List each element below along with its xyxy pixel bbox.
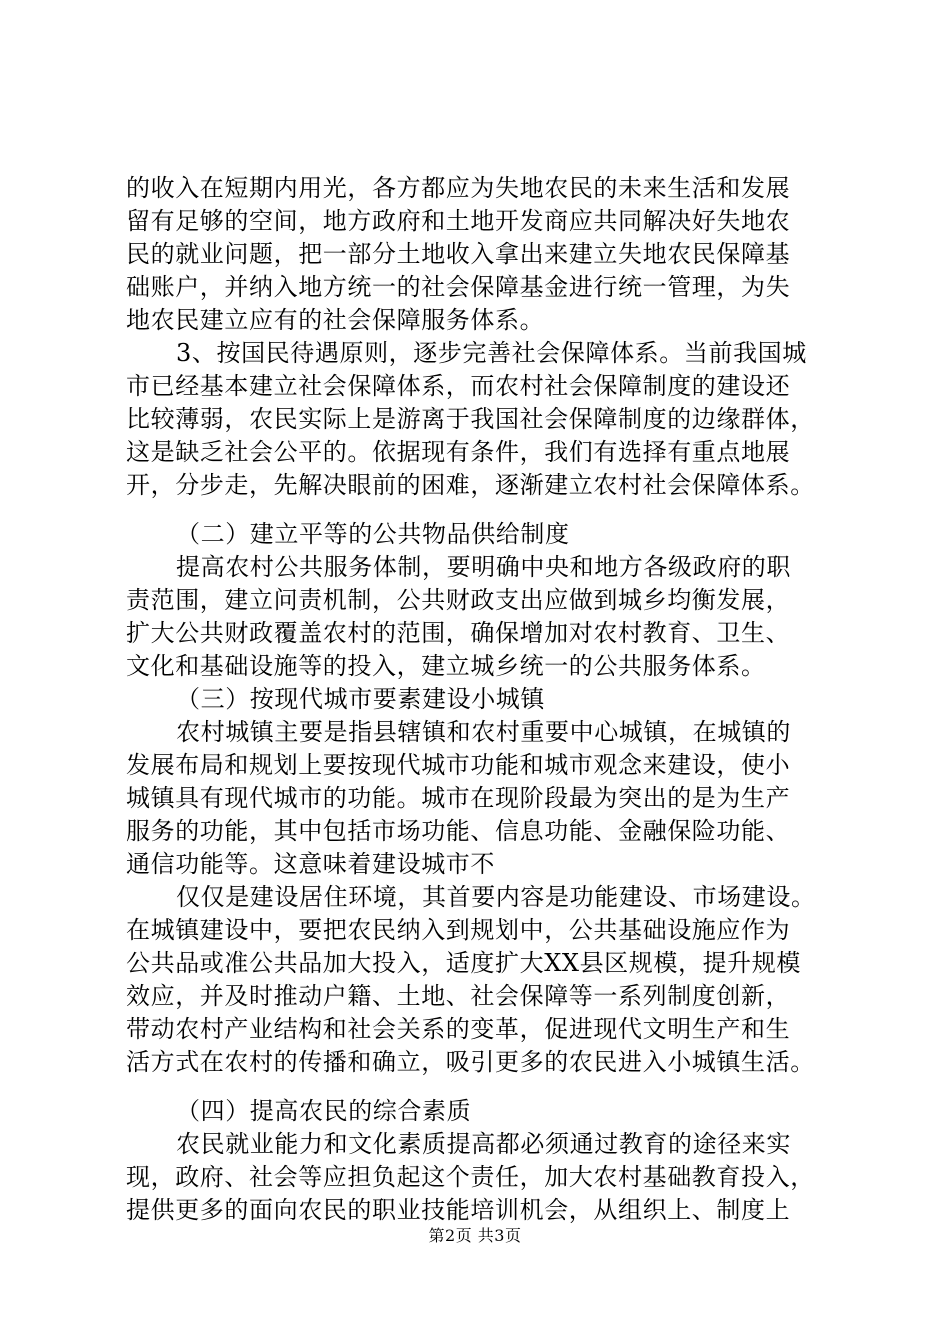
text-line: 的收入在短期内用光，各方都应为失地农民的未来生活和发展	[126, 174, 791, 202]
text-line: 地农民建立应有的社会保障服务体系。	[126, 306, 545, 334]
section-heading: （三）按现代城市要素建设小城镇	[176, 685, 545, 713]
text-line: 提供更多的面向农民的职业技能培训机会，从组织上、制度上	[126, 1196, 791, 1224]
text-line: 3、按国民待遇原则，逐步完善社会保障体系。当前我国城	[176, 339, 807, 367]
text-line: 城镇具有现代城市的功能。城市在现阶段最为突出的是为生产	[126, 784, 791, 812]
document-body	[126, 172, 836, 1227]
text-line: 现，政府、社会等应担负起这个责任，加大农村基础教育投入，	[126, 1163, 815, 1191]
text-line: 农民就业能力和文化素质提高都必须通过教育的途径来实	[176, 1130, 791, 1158]
text-line: 公共品或准公共品加大投入，适度扩大XX县区规模，提升规模	[126, 949, 801, 977]
text-line: 民的就业问题，把一部分土地收入拿出来建立失地农民保障基	[126, 240, 791, 268]
text-line: 效应，并及时推动户籍、土地、社会保障等一系列制度创新，	[126, 982, 791, 1010]
text-line: 提高农村公共服务体制，要明确中央和地方各级政府的职	[176, 553, 791, 581]
text-line: 带动农村产业结构和社会关系的变革，促进现代文明生产和生	[126, 1015, 791, 1043]
text-line: 这是缺乏社会公平的。依据现有条件，我们有选择有重点地展	[126, 438, 791, 466]
text-line: 仅仅是建设居住环境，其首要内容是功能建设、市场建设。	[176, 883, 816, 911]
text-line: 通信功能等。这意味着建设城市不	[126, 850, 495, 878]
text-line: 扩大公共财政覆盖农村的范围，确保增加对农村教育、卫生、	[126, 619, 791, 647]
text-line: 责范围，建立问责机制，公共财政支出应做到城乡均衡发展，	[126, 586, 791, 614]
text-line: 服务的功能，其中包括市场功能、信息功能、金融保险功能、	[126, 817, 791, 845]
text-line: 础账户，并纳入地方统一的社会保障基金进行统一管理，为失	[126, 273, 791, 301]
text-line: 在城镇建设中，要把农民纳入到规划中，公共基础设施应作为	[126, 916, 791, 944]
paragraph-gap	[126, 1079, 836, 1095]
text-line: 活方式在农村的传播和确立，吸引更多的农民进入小城镇生活。	[126, 1048, 815, 1076]
text-line: 市已经基本建立社会保障体系，而农村社会保障制度的建设还	[126, 372, 791, 400]
section-heading: （二）建立平等的公共物品供给制度	[176, 520, 570, 548]
text-line: 开，分步走，先解决眼前的困难，逐渐建立农村社会保障体系。	[126, 471, 815, 499]
text-line: 文化和基础设施等的投入，建立城乡统一的公共服务体系。	[126, 652, 766, 680]
paragraph-gap	[126, 502, 836, 518]
text-line: 农村城镇主要是指县辖镇和农村重要中心城镇，在城镇的	[176, 718, 791, 746]
text-line: 发展布局和规划上要按现代城市功能和城市观念来建设，使小	[126, 751, 791, 779]
text-line: 留有足够的空间，地方政府和土地开发商应共同解决好失地农	[126, 207, 791, 235]
section-heading: （四）提高农民的综合素质	[176, 1097, 472, 1125]
page-number-footer: 第2页 共3页	[428, 1226, 522, 1245]
text-line: 比较薄弱，农民实际上是游离于我国社会保障制度的边缘群体，	[126, 405, 815, 433]
